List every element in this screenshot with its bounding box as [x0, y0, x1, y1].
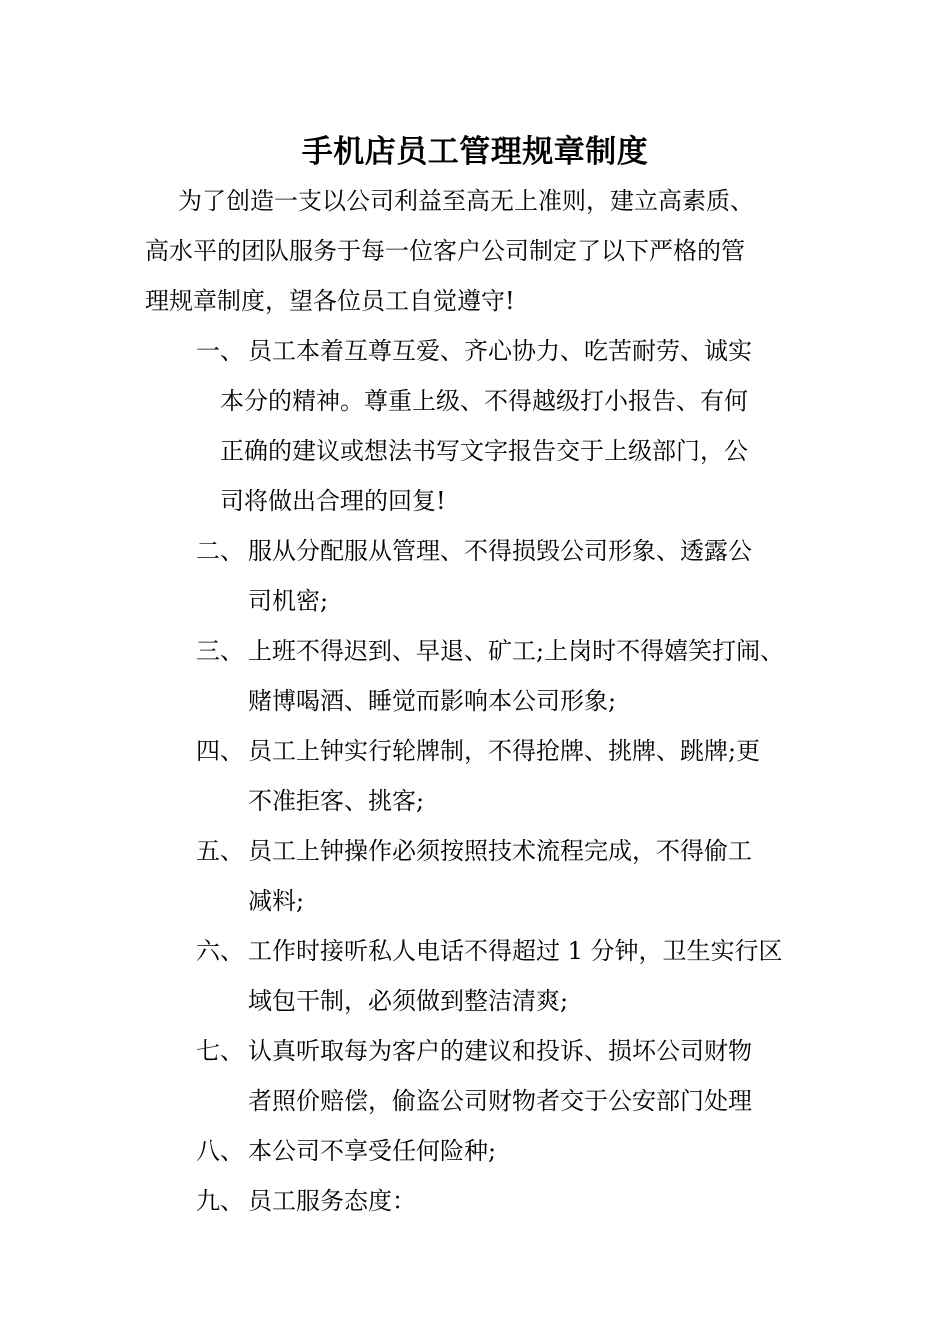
rule-line: 服从分配服从管理、不得损毁公司形象、透露公: [248, 537, 752, 565]
rule-line: 减料;: [248, 887, 305, 915]
intro-line: 高水平的团队服务于每一位客户公司制定了以下严格的管: [145, 237, 745, 265]
rule-number: 六、: [196, 937, 244, 965]
rule-number: 三、: [196, 637, 244, 665]
rule-line: 上班不得迟到、早退、矿工;上岗时不得嬉笑打闹、: [248, 637, 785, 665]
document-title: 手机店员工管理规章制度: [301, 134, 649, 170]
rule-line: 司将做出合理的回复!: [220, 487, 446, 515]
rule-line: 本公司不享受任何险种;: [248, 1137, 497, 1165]
rule-line: 司机密;: [248, 587, 329, 615]
rule-item-1: [0, 326, 950, 526]
rule-line: 员工上钟实行轮牌制，不得抢牌、挑牌、跳牌;更: [248, 737, 761, 765]
rule-number: 二、: [196, 537, 244, 565]
rule-line: 赌博喝酒、睡觉而影响本公司形象;: [248, 687, 617, 715]
rule-line: 正确的建议或想法书写文字报告交于上级部门，公: [220, 437, 748, 465]
rule-item-5: [0, 826, 950, 926]
rule-item-2: [0, 526, 950, 626]
rule-number: 八、: [196, 1137, 244, 1165]
rule-item-6: [0, 926, 950, 1026]
rule-line: 不准拒客、挑客;: [248, 787, 425, 815]
intro-paragraph: [145, 176, 815, 326]
rule-line: 认真听取每为客户的建议和投诉、损坏公司财物: [248, 1037, 752, 1065]
rule-number: 九、: [196, 1187, 244, 1215]
rule-line: 者照价赔偿，偷盗公司财物者交于公安部门处理: [248, 1087, 752, 1115]
rule-number: 七、: [196, 1037, 244, 1065]
rule-line: 员工上钟操作必须按照技术流程完成，不得偷工: [248, 837, 752, 865]
rule-number: 一、: [196, 337, 244, 365]
rule-line: 本分的精神。尊重上级、不得越级打小报告、有何: [220, 387, 748, 415]
rules-list: [0, 326, 950, 1226]
rule-number: 五、: [196, 837, 244, 865]
intro-line: 理规章制度，望各位员工自觉遵守!: [145, 287, 515, 315]
rule-line: 域包干制，必须做到整洁清爽;: [248, 987, 569, 1015]
rule-item-3: [0, 626, 950, 726]
rule-line: 员工服务态度：: [248, 1187, 416, 1215]
rule-item-9: [0, 1176, 950, 1226]
rule-line: 工作时接听私人电话不得超过 1 分钟，卫生实行区: [248, 937, 783, 965]
intro-line: 为了创造一支以公司利益至高无上准则，建立高素质、: [178, 187, 754, 215]
rule-item-7: [0, 1026, 950, 1126]
rule-number: 四、: [196, 737, 244, 765]
rule-line: 员工本着互尊互爱、齐心协力、吃苦耐劳、诚实: [248, 337, 752, 365]
rule-item-8: [0, 1126, 950, 1176]
rule-item-4: [0, 726, 950, 826]
